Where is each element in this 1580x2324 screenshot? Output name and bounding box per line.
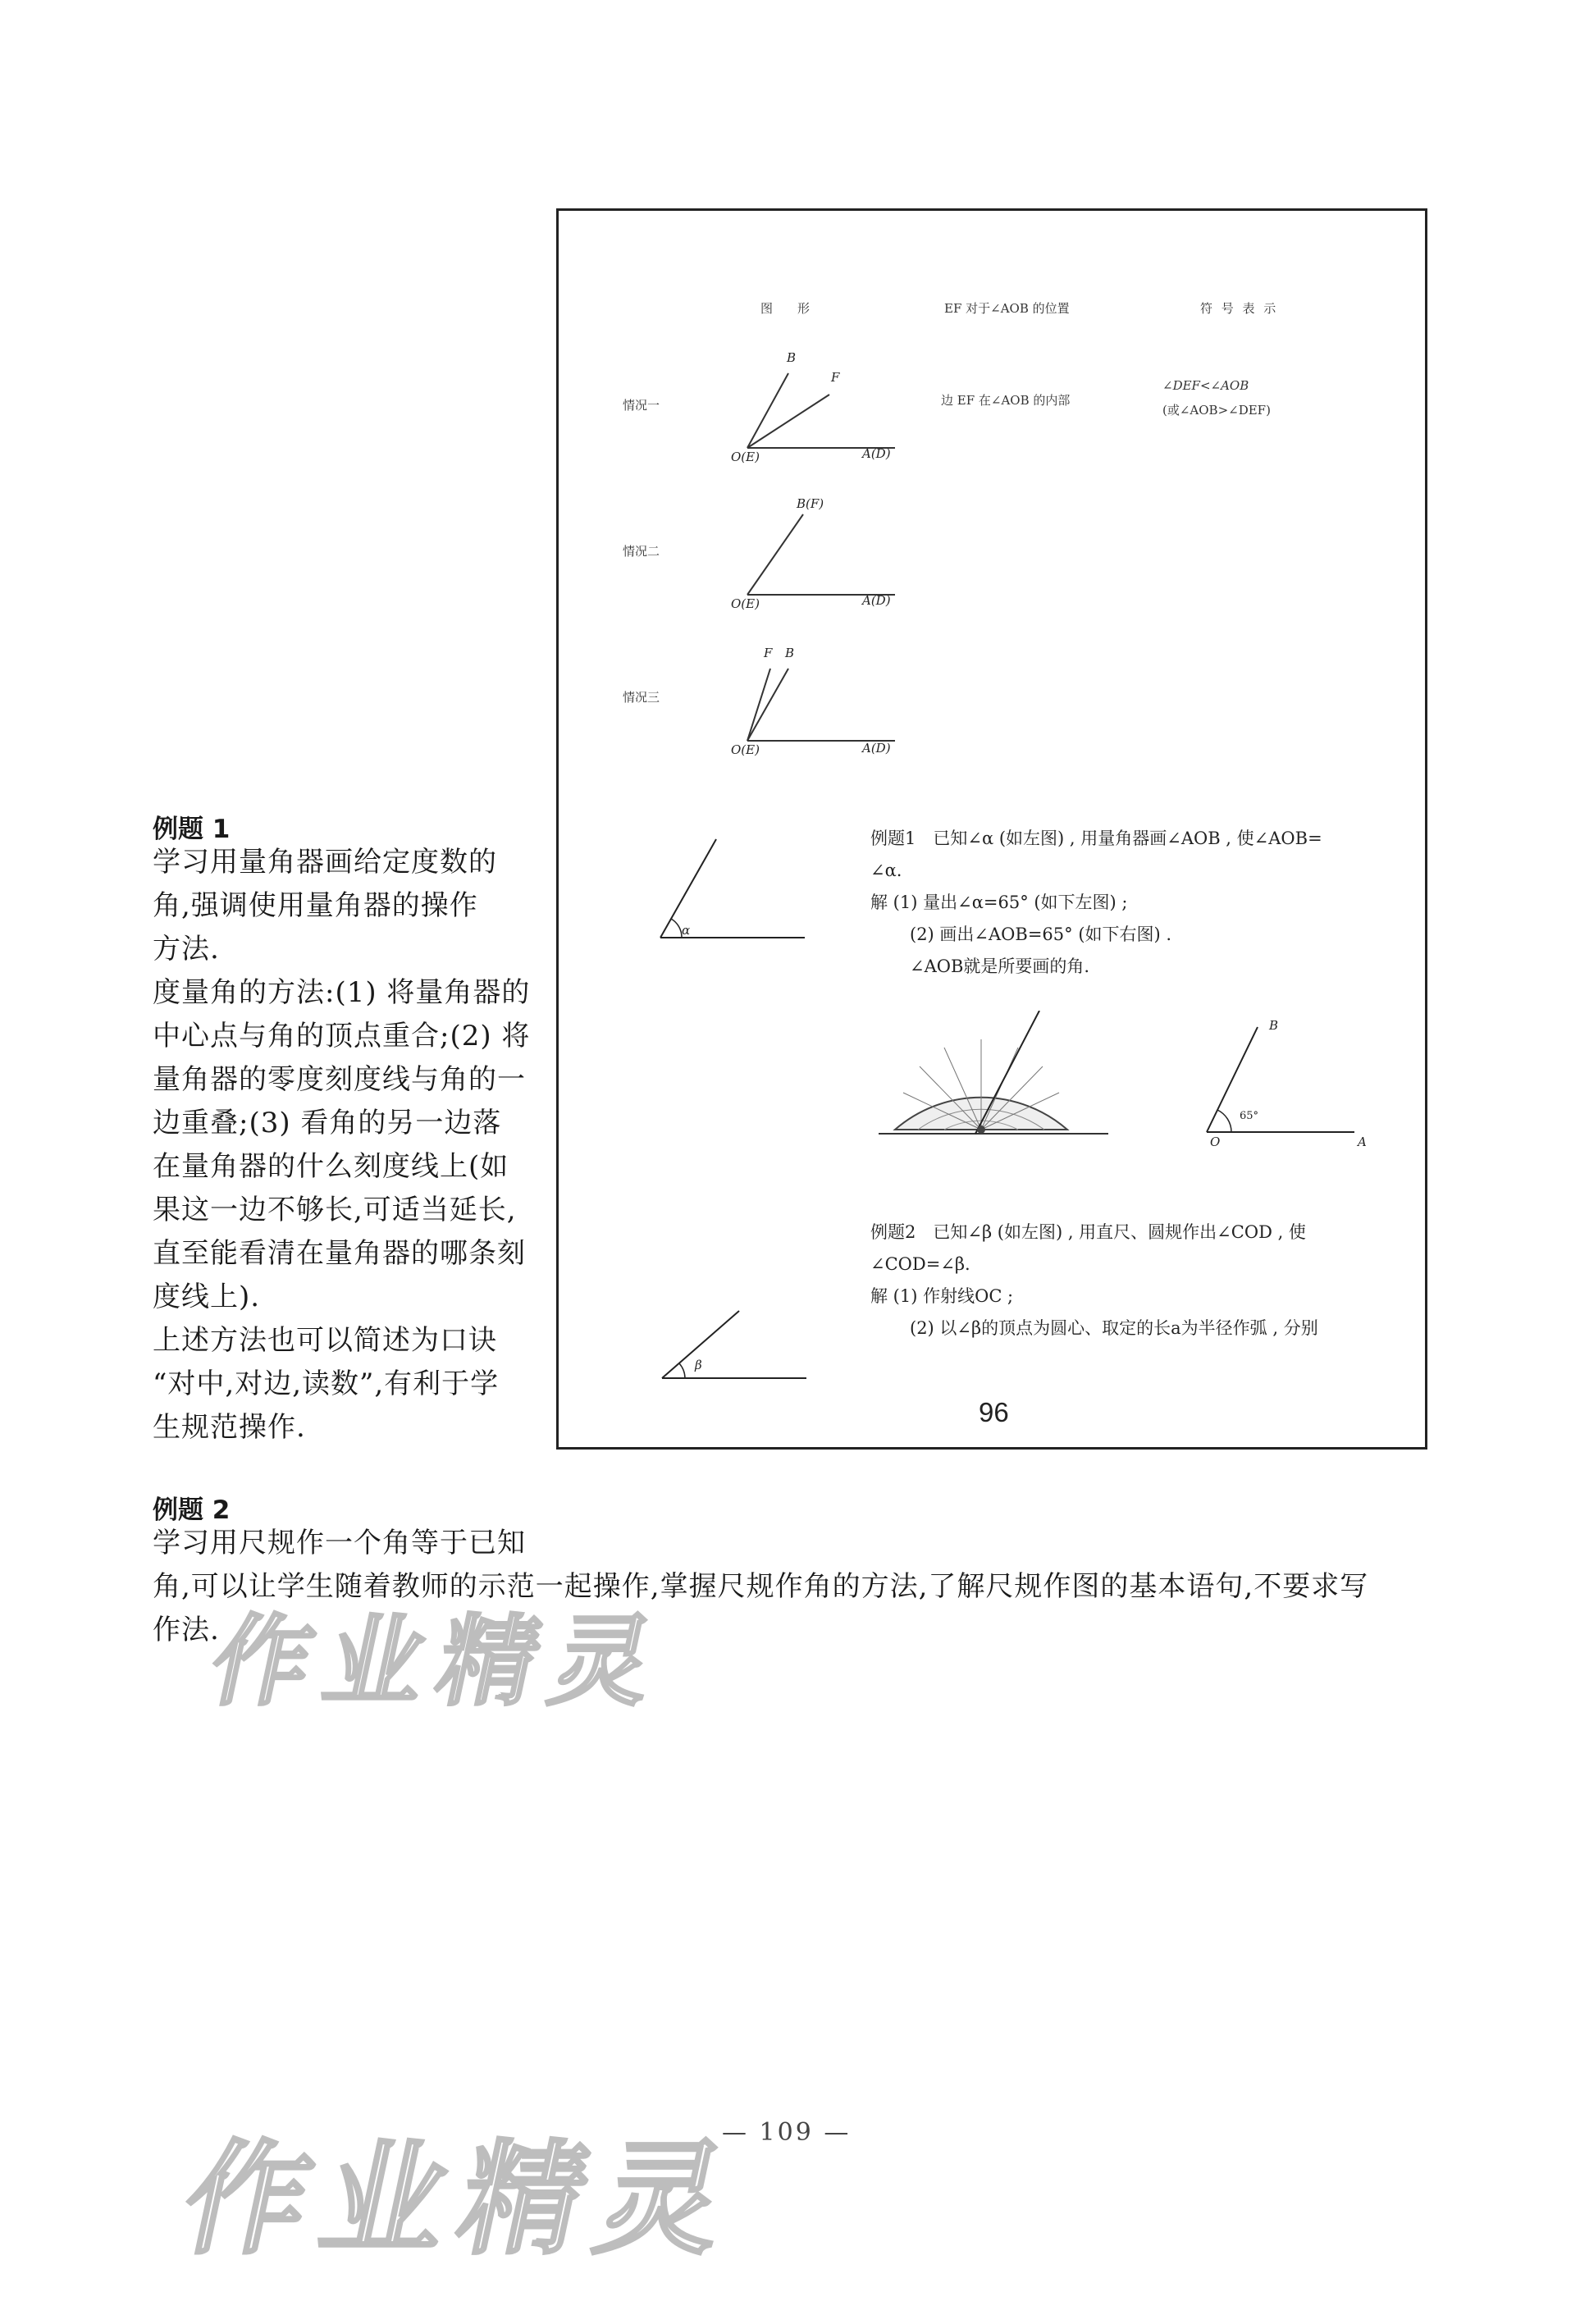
example1-line: 度线上). [153,1281,261,1313]
example2-line: 例题2 已知∠β (如左图) , 用直尺、圆规作出∠COD , 使 [870,1222,1306,1242]
alpha-label: α [682,923,691,938]
case-1-label-AD: A(D) [862,446,891,461]
example1-line: 边重叠;(3) 看角的另一边落 [153,1107,502,1139]
case-1-label-B: B [787,350,797,365]
example1-line: (2) 画出∠AOB=65° (如下右图) . [910,925,1172,944]
example1-line: “对中,对边,读数”,有利于学 [153,1367,500,1400]
example1-line: 例题1 已知∠α (如左图) , 用量角器画∠AOB , 使∠AOB= [870,829,1322,848]
case-2-label: 情况二 [623,544,660,559]
example1-line: 果这一边不够长,可适当延长, [153,1194,517,1226]
case-3-label-F: F [764,646,773,660]
case-1-label-F: F [831,370,840,385]
example2-line: 学习用尺规作一个角等于已知 [153,1527,526,1559]
example2-line: (2) 以∠β的顶点为圆心、取定的长a为半径作弧 , 分别 [910,1318,1318,1338]
watermark-bottom: 作业精灵 [171,2129,753,2271]
example1-line: 中心点与角的顶点重合;(2) 将 [153,1020,531,1052]
example1-line: 解 (1) 量出∠α=65° (如下左图) ; [870,893,1128,912]
example2-body [870,1217,1412,1345]
example1-line: 度量角的方法:(1) 将量角器的 [153,976,531,1009]
case-1-label-OE: O(E) [731,450,760,464]
case-2-label-BF: B(F) [797,496,824,511]
header-figure: 图 形 [760,301,811,316]
case-1-label: 情况一 [623,398,660,413]
case-3-label-OE: O(E) [731,742,760,757]
example1-line: 学习用量角器画给定度数的 [153,846,497,879]
example1-line: ∠AOB就是所要画的角. [910,957,1090,976]
aob-angle-value: 65° [1240,1110,1259,1122]
example1-commentary [153,841,538,1450]
beta-label: β [695,1358,702,1372]
aob-label-A: A [1358,1135,1367,1149]
example1-line: ∠α. [870,861,902,880]
example2-line: 角,可以让学生随着教师的示范一起操作,掌握尺规作角的方法,了解尺规作图的基本语句,不要求写 [153,1570,1369,1603]
example1-line: 在量角器的什么刻度线上(如 [153,1150,509,1183]
example1-line: 角,强调使用量角器的操作 [153,889,478,922]
example1-line: 方法. [153,933,220,966]
alpha-angle-figure [649,829,813,961]
page-number: — 109 — [722,2118,852,2147]
example2-title: 例题 2 [153,1495,231,1525]
example1-line: 上述方法也可以简述为口诀 [153,1324,497,1357]
case-1-position: 边 EF 在∠AOB 的内部 [941,393,1071,408]
example2-line: ∠COD=∠β. [870,1254,970,1274]
textbook-page-scan [556,208,1427,1450]
example2-line: 作法. [153,1614,220,1646]
case-1-symbol-2: (或∠AOB>∠DEF) [1162,403,1271,418]
example1-line: 生规范操作. [153,1411,306,1444]
aob-label-O: O [1210,1135,1221,1149]
header-symbol: 符 号 表 示 [1200,301,1279,316]
case-2-label-AD: A(D) [862,593,891,608]
inner-page-number: 96 [979,1397,1009,1427]
example1-line: 量角器的零度刻度线与角的一 [153,1063,526,1096]
example1-line: 直至能看清在量角器的哪条刻 [153,1237,526,1270]
case-1-symbol-1: ∠DEF<∠AOB [1162,378,1249,393]
example2-line: 解 (1) 作射线OC ; [870,1286,1014,1306]
case-2-label-OE: O(E) [731,596,760,611]
protractor-figure [879,1011,1158,1167]
beta-angle-figure [649,1265,813,1396]
aob-label-B: B [1269,1018,1279,1033]
case-3-label: 情况三 [623,690,660,705]
header-position: EF 对于∠AOB 的位置 [944,301,1070,316]
watermark-center: 作业精灵 [200,1605,678,1719]
case-3-label-AD: A(D) [862,741,891,756]
example1-body [870,823,1412,983]
example1-title: 例题 1 [153,815,231,844]
case-3-label-B: B [785,646,795,660]
